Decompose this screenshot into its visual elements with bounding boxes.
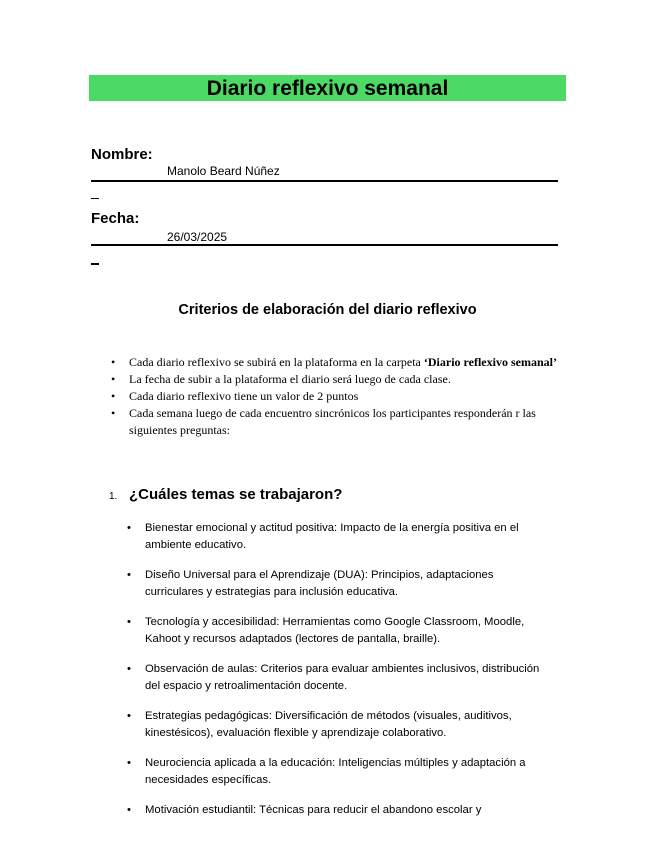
bullet-icon: • bbox=[127, 522, 131, 534]
topic-item bbox=[125, 567, 545, 600]
topic-item bbox=[125, 755, 545, 788]
criteria-heading: Criterios de elaboración del diario reflexivo bbox=[178, 302, 477, 318]
topic-text: Bienestar emocional y actitud positiva: Impacto de la energía positiva en el ambiente educativo. bbox=[145, 522, 519, 551]
criteria-item-text: Cada diario reflexivo se subirá en la plataforma en la carpeta bbox=[129, 355, 424, 369]
topic-item bbox=[125, 802, 545, 819]
bullet-icon: • bbox=[111, 372, 116, 386]
bullet-icon: • bbox=[111, 389, 116, 403]
topic-item bbox=[125, 708, 545, 741]
bullet-icon: • bbox=[111, 355, 116, 369]
date-dash bbox=[91, 263, 99, 265]
topic-item bbox=[125, 661, 545, 694]
date-value: 26/03/2025 bbox=[167, 230, 228, 244]
name-dash bbox=[91, 198, 99, 199]
criteria-item-text: Cada semana luego de cada encuentro sincrónicos los participantes responderán r las siguientes preguntas: bbox=[129, 406, 536, 437]
folder-name: ‘Diario reflexivo semanal’ bbox=[423, 355, 557, 369]
bullet-icon: • bbox=[127, 710, 131, 722]
bullet-icon: • bbox=[111, 406, 116, 420]
topic-item bbox=[125, 614, 545, 647]
topic-item bbox=[125, 520, 545, 553]
criteria-item bbox=[107, 354, 557, 371]
criteria-list bbox=[107, 354, 557, 439]
date-underline bbox=[91, 244, 558, 246]
criteria-item-text: Cada diario reflexivo tiene un valor de 2 puntos bbox=[129, 389, 359, 403]
topic-text: Observación de aulas: Criterios para evaluar ambientes inclusivos, distribución del espacio y retroalimentación docente. bbox=[145, 663, 540, 692]
name-value: Manolo Beard Núñez bbox=[167, 164, 280, 178]
topic-text: Neurociencia aplicada a la educación: Inteligencias múltiples y adaptación a necesidades específicas. bbox=[145, 757, 526, 786]
bullet-icon: • bbox=[127, 757, 131, 769]
criteria-item bbox=[107, 371, 557, 388]
question-text: ¿Cuáles temas se trabajaron? bbox=[129, 486, 343, 503]
question-number: 1. bbox=[109, 491, 118, 502]
page-title: Diario reflexivo semanal bbox=[89, 75, 566, 101]
criteria-item-text: La fecha de subir a la plataforma el diario será luego de cada clase. bbox=[129, 372, 451, 386]
bullet-icon: • bbox=[127, 663, 131, 675]
topic-text: Motivación estudiantil: Técnicas para reducir el abandono escolar y bbox=[145, 804, 482, 816]
bullet-icon: • bbox=[127, 804, 131, 816]
topic-text: Estrategias pedagógicas: Diversificación de métodos (visuales, auditivos, kinestésicos), evaluación flexible y aprendizaje colaborativo. bbox=[145, 710, 512, 739]
name-label: Nombre: bbox=[91, 146, 153, 163]
bullet-icon: • bbox=[127, 616, 131, 628]
topic-text: Diseño Universal para el Aprendizaje (DUA): Principios, adaptaciones curriculares y estrategias para inclusión educativa. bbox=[145, 569, 494, 598]
bullet-icon: • bbox=[127, 569, 131, 581]
topic-text: Tecnología y accesibilidad: Herramientas como Google Classroom, Moodle, Kahoot y recursos adaptados (lectores de pantalla, braille). bbox=[145, 616, 525, 645]
criteria-item bbox=[107, 388, 557, 405]
name-underline bbox=[91, 180, 558, 182]
date-label: Fecha: bbox=[91, 210, 140, 227]
criteria-item bbox=[107, 405, 557, 439]
topics-list bbox=[125, 520, 545, 833]
